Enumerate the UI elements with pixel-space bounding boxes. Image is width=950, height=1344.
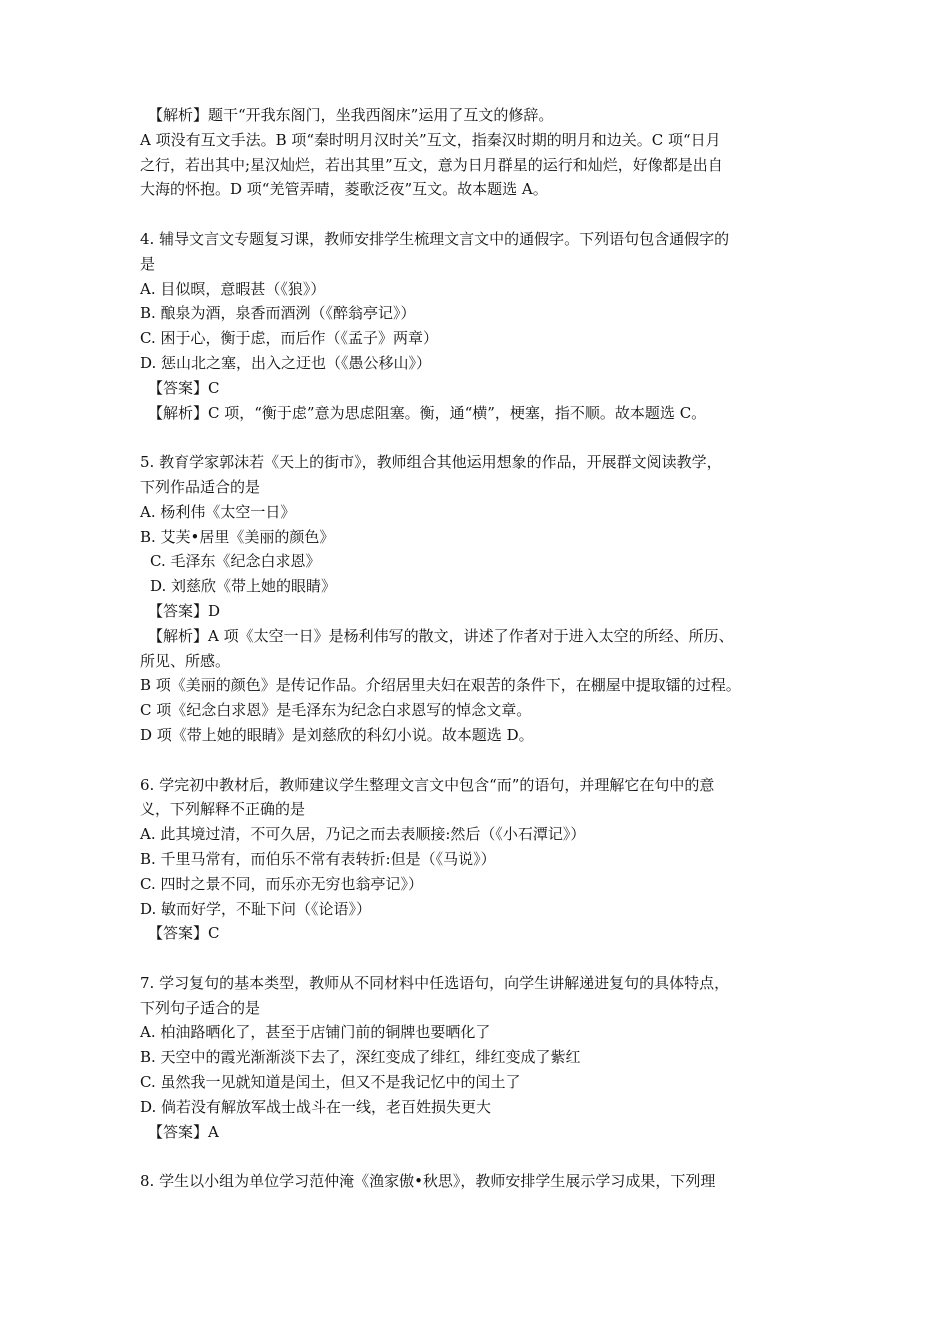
text-line: 义，下列解释不正确的是 xyxy=(140,800,306,819)
paragraph-spacer xyxy=(140,946,820,971)
text-line: 【解析】题干“开我东阁门，坐我西阁床”运用了互文的修辞。 xyxy=(148,106,554,124)
text-line: A. 此其境过清，不可久居，乃记之而去表顺接:然后（《小石潭记》） xyxy=(140,825,586,844)
text-line: C. 虽然我一见就知道是闰土，但又不是我记忆中的闰土了 xyxy=(140,1073,521,1092)
text-line: 7. 学习复句的基本类型，教师从不同材料中任选语句，向学生讲解递进复句的具体特点， xyxy=(140,973,730,992)
text-line: 之行，若出其中;星汉灿烂，若出其里”互文，意为日月群星的运行和灿烂，好像都是出自 xyxy=(140,155,723,174)
paragraph-spacer xyxy=(140,202,820,227)
text-line: 8. 学生以小组为单位学习范仲淹《渔家傲•秋思》，教师安排学生展示学习成果，下列理 xyxy=(140,1172,716,1191)
text-line: 【答案】A xyxy=(148,1122,219,1141)
text-line: D 项《带上她的眼睛》是刘慈欣的科幻小说。故本题选 D。 xyxy=(140,725,534,744)
text-line: D. 刘慈欣《带上她的眼睛》 xyxy=(150,577,337,596)
text-line: B. 天空中的霞光渐渐淡下去了，深红变成了绯红，绯红变成了紫红 xyxy=(140,1048,581,1067)
text-line: C 项《纪念白求恩》是毛泽东为纪念白求恩写的悼念文章。 xyxy=(140,701,532,720)
text-line: 是 xyxy=(140,254,156,273)
text-line: C. 毛泽东《纪念白求恩》 xyxy=(150,552,321,571)
text-line: B. 酿泉为酒，泉香而酒洌（《醉翁亭记》） xyxy=(140,304,416,323)
paragraph-spacer xyxy=(140,748,820,773)
text-line: B. 千里马常有，而伯乐不常有表转折:但是（《马说》） xyxy=(140,849,496,868)
text-line: D. 倘若没有解放军战士战斗在一线，老百姓损失更大 xyxy=(140,1097,492,1116)
text-line: 【答案】C xyxy=(148,924,220,943)
text-line: B. 艾芙•居里《美丽的颜色》 xyxy=(140,527,335,546)
text-line: D. 惩山北之塞，出入之迂也（《愚公移山》） xyxy=(140,353,432,372)
text-line: A. 目似暝，意暇甚（《狼》） xyxy=(140,279,326,298)
text-line: D. 敏而好学，不耻下问（《论语》） xyxy=(140,899,372,918)
text-line: 【解析】C 项，“衡于虑”意为思虑阻塞。衡，通“横”，梗塞，指不顺。故本题选 C。 xyxy=(148,403,707,422)
text-line: 5. 教育学家郭沫若《天上的街市》，教师组合其他运用想象的作品，开展群文阅读教学， xyxy=(140,453,722,472)
document-body xyxy=(140,103,820,1194)
text-line: A. 柏油路晒化了，甚至于店铺门前的铜牌也要晒化了 xyxy=(140,1023,491,1042)
text-line: 大海的怀抱。D 项“羌管弄晴，菱歌泛夜”互文。故本题选 A。 xyxy=(140,180,548,199)
text-line: 6. 学完初中教材后，教师建议学生整理文言文中包含“而”的语句，并理解它在句中的意 xyxy=(140,775,715,794)
text-line: 【答案】C xyxy=(148,378,220,397)
text-line: 【解析】A 项《太空一日》是杨利伟写的散文，讲述了作者对于进入太空的所经、所历、 xyxy=(148,626,734,645)
text-line: C. 困于心，衡于虑，而后作（《孟子》两章） xyxy=(140,329,438,348)
text-line: 所见、所感。 xyxy=(140,651,231,670)
paragraph-spacer xyxy=(140,425,820,450)
paragraph-spacer xyxy=(140,1144,820,1169)
text-line: A. 杨利伟《太空一日》 xyxy=(140,502,296,521)
text-line: 下列句子适合的是 xyxy=(140,998,261,1017)
text-line: 下列作品适合的是 xyxy=(140,477,261,496)
text-line: C. 四时之景不同，而乐亦无穷也翁亭记》） xyxy=(140,874,423,893)
text-line: 4. 辅导文言文专题复习课，教师安排学生梳理文言文中的通假字。下列语句包含通假字的 xyxy=(140,229,730,248)
text-line: B 项《美丽的颜色》是传记作品。介绍居里夫妇在艰苦的条件下，在棚屋中提取镭的过程。 xyxy=(140,676,741,695)
text-line: 【答案】D xyxy=(148,601,221,620)
text-line: A 项没有互文手法。B 项“秦时明月汉时关”互文，指秦汉时期的明月和边关。C 项“日月 xyxy=(140,130,721,149)
